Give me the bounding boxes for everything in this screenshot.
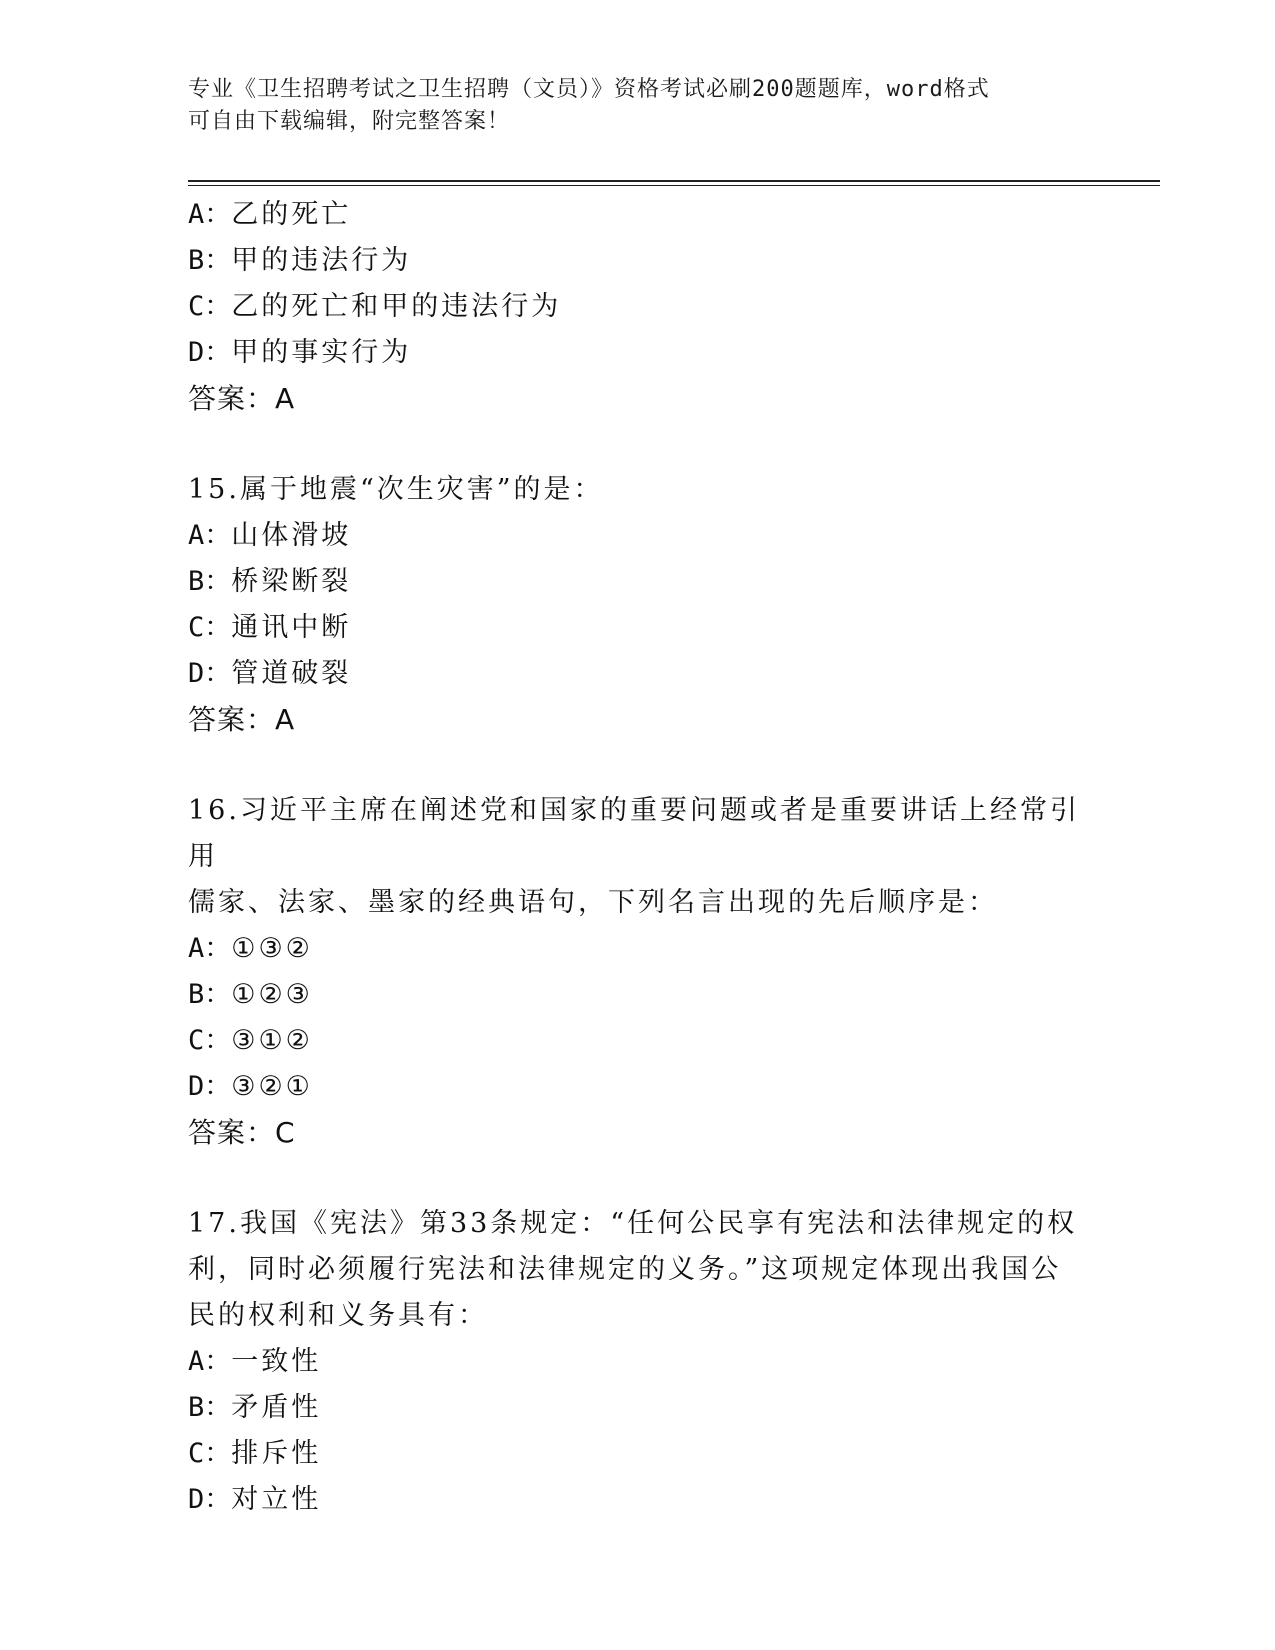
option-d: D：③②① <box>188 1071 313 1102</box>
document-body <box>188 192 1088 1523</box>
document-header <box>188 74 1068 138</box>
option-b: B：矛盾性 <box>188 1392 322 1423</box>
option-d: D：对立性 <box>188 1484 322 1515</box>
header-title-line-2: 可自由下载编辑，附完整答案！ <box>188 109 511 134</box>
option-c: C：通讯中断 <box>188 612 352 643</box>
question-14 <box>188 192 1088 422</box>
header-divider-thick <box>188 180 1160 182</box>
option-d: D：管道破裂 <box>188 658 352 689</box>
answer-line: 答案：A <box>188 382 296 415</box>
option-a: A：①③② <box>188 933 313 964</box>
answer-line: 答案：A <box>188 703 296 736</box>
answer-line: 答案：C <box>188 1116 296 1149</box>
question-stem-line-1: 17.我国《宪法》第33条规定：“任何公民享有宪法和法律规定的权 <box>188 1208 1078 1239</box>
question-stem-line-2: 利，同时必须履行宪法和法律规定的义务。”这项规定体现出我国公 <box>188 1254 1062 1285</box>
option-b: B：①②③ <box>188 979 313 1010</box>
option-a: A：一致性 <box>188 1346 322 1377</box>
question-stem-line-3: 民的权利和义务具有： <box>188 1300 488 1331</box>
header-divider-thin <box>188 185 1160 186</box>
question-stem-line-2: 儒家、法家、墨家的经典语句，下列名言出现的先后顺序是： <box>188 887 998 918</box>
option-c: C：③①② <box>188 1025 313 1056</box>
option-a: A：山体滑坡 <box>188 520 352 551</box>
option-b: B：甲的违法行为 <box>188 245 412 276</box>
option-b: B：桥梁断裂 <box>188 566 352 597</box>
option-a: A：乙的死亡 <box>188 199 352 230</box>
question-16 <box>188 788 1088 1156</box>
question-15 <box>188 467 1088 743</box>
question-stem: 15.属于地震“次生灾害”的是： <box>188 474 604 505</box>
option-c: C：乙的死亡和甲的违法行为 <box>188 291 562 322</box>
option-c: C：排斥性 <box>188 1438 322 1469</box>
question-17 <box>188 1201 1088 1523</box>
option-d: D：甲的事实行为 <box>188 337 412 368</box>
header-title-line-1: 专业《卫生招聘考试之卫生招聘（文员）》资格考试必刷200题题库，word格式 <box>188 77 990 102</box>
question-stem-line-1: 16.习近平主席在阐述党和国家的重要问题或者是重要讲话上经常引用 <box>188 795 1080 872</box>
